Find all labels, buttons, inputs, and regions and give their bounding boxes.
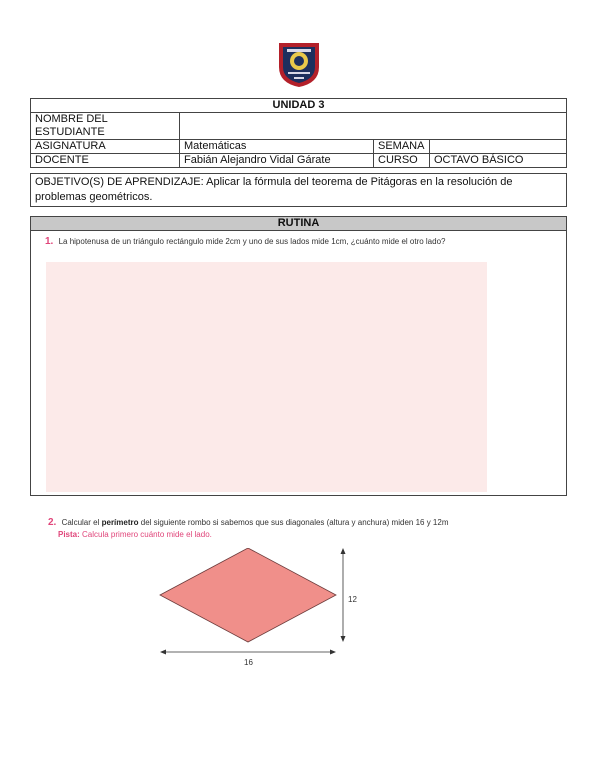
question-2 bbox=[48, 517, 448, 528]
course-value: OCTAVO BÁSICO bbox=[430, 154, 567, 168]
hint bbox=[58, 530, 212, 539]
question-2-text-after: del siguiente rombo si sabemos que sus diagonales (altura y anchura) miden 16 y 12m bbox=[140, 518, 449, 527]
student-name-value[interactable] bbox=[180, 113, 567, 140]
question-1 bbox=[45, 236, 445, 247]
question-2-text-before: Calcular el bbox=[61, 518, 100, 527]
rhombus-diagram bbox=[155, 548, 355, 660]
routine-section bbox=[30, 216, 567, 496]
course-label: CURSO bbox=[374, 154, 430, 168]
unit-title: UNIDAD 3 bbox=[31, 99, 567, 113]
answer-area[interactable] bbox=[46, 262, 487, 492]
width-arrow-right-icon bbox=[330, 650, 336, 655]
subject-label: ASIGNATURA bbox=[31, 140, 180, 154]
student-info-table bbox=[30, 98, 567, 168]
width-label: 16 bbox=[244, 658, 253, 667]
rhombus-shape bbox=[160, 548, 336, 642]
teacher-value: Fabián Alejandro Vidal Gárate bbox=[180, 154, 374, 168]
teacher-label: DOCENTE bbox=[31, 154, 180, 168]
student-name-label: NOMBRE DEL ESTUDIANTE bbox=[31, 113, 180, 140]
question-1-text: La hipotenusa de un triángulo rectángulo mide 2cm y uno de sus lados mide 1cm, ¿cuánto mide el otro lado? bbox=[58, 237, 446, 246]
week-value[interactable] bbox=[430, 140, 567, 154]
height-arrow-top-icon bbox=[341, 548, 346, 554]
question-2-text-bold: perímetro bbox=[101, 518, 139, 527]
height-label: 12 bbox=[348, 595, 357, 604]
question-2-number: 2. bbox=[48, 517, 57, 528]
hint-label: Pista: bbox=[58, 530, 80, 539]
question-1-number: 1. bbox=[45, 236, 54, 247]
routine-title: RUTINA bbox=[31, 217, 566, 231]
width-arrow-left-icon bbox=[160, 650, 166, 655]
hint-text: Calcula primero cuánto mide el lado. bbox=[82, 530, 212, 539]
school-logo-icon bbox=[273, 37, 325, 89]
week-label: SEMANA bbox=[374, 140, 430, 154]
subject-value: Matemáticas bbox=[180, 140, 374, 154]
learning-objective: OBJETIVO(S) DE APRENDIZAJE: Aplicar la fórmula del teorema de Pitágoras en la resolución de problemas geométricos. bbox=[30, 173, 567, 207]
height-arrow-bottom-icon bbox=[341, 636, 346, 642]
